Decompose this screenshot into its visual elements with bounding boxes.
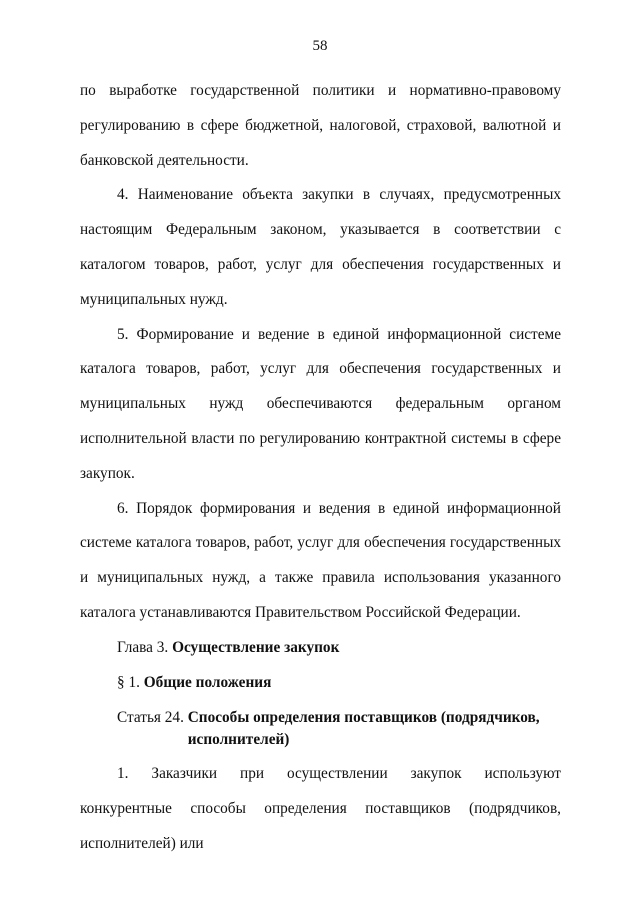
paragraph-6: 6. Порядок формирования и ведения в единой информационной системе каталога товаров, работ, услуг для обеспечения государственных и муниципальных нужд, а также правила использования указанного каталога устанавливаются Правительством Российской Федерации. [80,499,561,621]
section-heading [80,666,561,701]
section-title: Общие положения [143,673,272,691]
article-paragraph-1: 1. Заказчики при осуществлении закупок используют конкурентные способы определения поставщиков (подрядчиков, исполнителей) или [80,765,561,852]
section-label: § 1. [117,673,144,691]
article-title: Способы определения поставщиков (подрядчиков, исполнителей) [187,709,540,749]
chapter-label: Глава 3. [117,638,173,656]
chapter-title: Осуществление закупок [172,638,340,656]
document-body [80,74,561,862]
chapter-heading [80,631,561,666]
paragraph-4: 4. Наименование объекта закупки в случаях, предусмотренных настоящим Федеральным законом, указывается в соответствии с каталогом товаров, работ, услуг для обеспечения государственных и муниципальных нужд. [80,186,561,308]
article-label: Статья 24. [117,709,188,727]
paragraph-continuation: по выработке государственной политики и нормативно-правовому регулированию в сфере бюджетной, налоговой, страховой, валютной и банковской деятельности. [80,82,561,169]
page-number: 58 [312,38,328,54]
paragraph-5: 5. Формирование и ведение в единой информационной системе каталога товаров, работ, услуг для обеспечения государственных и муниципальных нужд обеспечиваются федеральным органом исполнительной власти по регулированию контрактной системы в сфере закупок. [80,325,561,482]
article-heading [80,707,561,751]
